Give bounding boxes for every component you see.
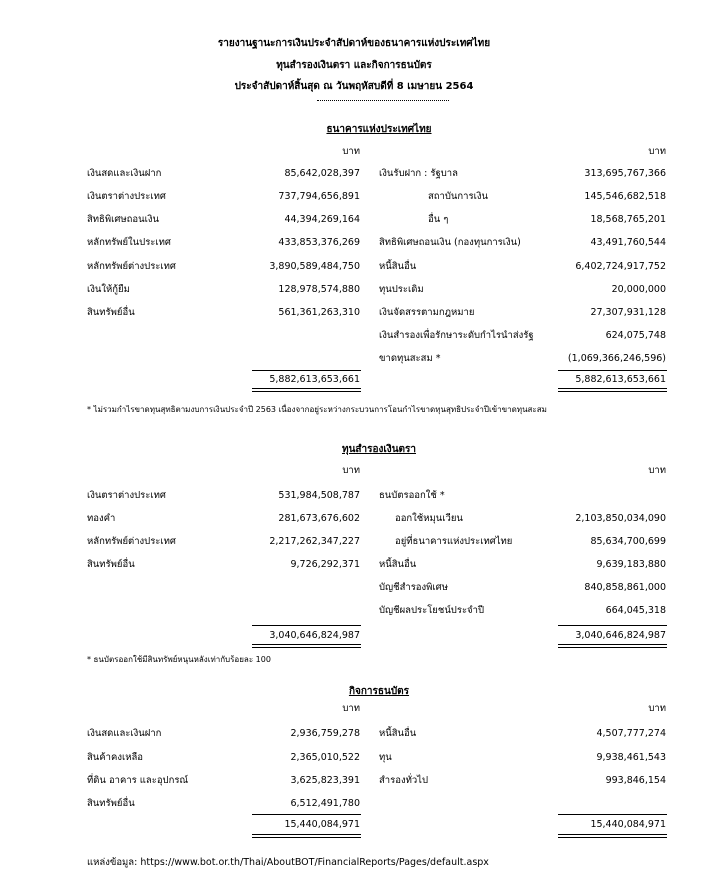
asset-amount: 3,625,823,391 xyxy=(290,775,360,786)
total-liabilities: 3,040,646,824,987 xyxy=(575,630,666,641)
asset-label: เงินตราต่างประเทศ xyxy=(87,490,166,501)
liability-amount: 313,695,767,366 xyxy=(584,168,666,179)
title-divider xyxy=(317,100,449,101)
liability-label: หนี้สินอื่น xyxy=(379,728,417,739)
liability-label: เงินรับฝาก : รัฐบาล xyxy=(379,168,458,179)
asset-amount: 85,642,028,397 xyxy=(284,168,360,179)
total-assets: 15,440,084,971 xyxy=(284,819,360,830)
liability-amount: 2,103,850,034,090 xyxy=(575,513,666,524)
asset-amount: 561,361,263,310 xyxy=(278,307,360,318)
asset-label: สินทรัพย์อื่น xyxy=(87,307,135,318)
asset-amount: 281,673,676,602 xyxy=(278,513,360,524)
unit-label-right: บาท xyxy=(648,465,666,476)
double-rule-left xyxy=(252,834,361,838)
liability-amount: 9,639,183,880 xyxy=(596,559,666,570)
liability-label: ทุนประเดิม xyxy=(379,284,424,295)
liability-label: อื่น ๆ xyxy=(428,214,449,225)
liability-amount: 18,568,765,201 xyxy=(590,214,666,225)
total-rule-right xyxy=(558,625,667,626)
asset-amount: 3,890,589,484,750 xyxy=(269,261,360,272)
asset-label: หลักทรัพย์ต่างประเทศ xyxy=(87,536,176,547)
asset-amount: 531,984,508,787 xyxy=(278,490,360,501)
asset-label: สินทรัพย์อื่น xyxy=(87,559,135,570)
asset-amount: 2,936,759,278 xyxy=(290,728,360,739)
asset-label: หลักทรัพย์ต่างประเทศ xyxy=(87,261,176,272)
liability-label: สิทธิพิเศษถอนเงิน (กองทุนการเงิน) xyxy=(379,237,521,248)
asset-amount: 737,794,656,891 xyxy=(278,191,360,202)
footnote-bot: * ไม่รวมกำไรขาดทุนสุทธิตามงบการเงินประจำปี 2563 เนื่องจากอยู่ระหว่างกระบวนการโอนกำไรขาดทุนสุทธิประจำปีเข้าขาดทุนสะสม xyxy=(87,405,547,414)
asset-label: ทองคำ xyxy=(87,513,116,524)
liability-label: ขาดทุนสะสม * xyxy=(379,353,441,364)
unit-label-right: บาท xyxy=(648,146,666,157)
liability-amount: 6,402,724,917,752 xyxy=(575,261,666,272)
total-rule-left xyxy=(252,814,361,815)
section-title-banknote: กิจการธนบัตร xyxy=(348,686,410,697)
asset-label: ที่ดิน อาคาร และอุปกรณ์ xyxy=(87,775,189,786)
source-link[interactable]: แหล่งข้อมูล: https://www.bot.or.th/Thai/AboutBOT/FinancialReports/Pages/default.aspx xyxy=(87,857,489,868)
liability-label: หนี้สินอื่น xyxy=(379,261,417,272)
liability-label: เงินจัดสรรตามกฎหมาย xyxy=(379,307,475,318)
double-rule-right xyxy=(558,644,667,648)
asset-label: เงินสดและเงินฝาก xyxy=(87,728,162,739)
asset-amount: 128,978,574,880 xyxy=(278,284,360,295)
asset-label: สิทธิพิเศษถอนเงิน xyxy=(87,214,159,225)
liability-label: บัญชีผลประโยชน์ประจำปี xyxy=(379,605,484,616)
asset-amount: 44,394,269,164 xyxy=(284,214,360,225)
liability-amount: 27,307,931,128 xyxy=(590,307,666,318)
liability-amount: 9,938,461,543 xyxy=(596,752,666,763)
liability-amount: 840,858,861,000 xyxy=(584,582,666,593)
unit-label-left: บาท xyxy=(342,465,360,476)
asset-amount: 433,853,376,269 xyxy=(278,237,360,248)
double-rule-right xyxy=(558,388,667,392)
report-period: ประจำสัปดาห์สิ้นสุด ณ วันพฤหัสบดีที่ 8 เมษายน 2564 xyxy=(234,81,474,92)
total-assets: 3,040,646,824,987 xyxy=(269,630,360,641)
liability-label: บัญชีสำรองพิเศษ xyxy=(379,582,448,593)
unit-label-right: บาท xyxy=(648,703,666,714)
total-rule-left xyxy=(252,370,361,371)
liability-label: อยู่ที่ธนาคารแห่งประเทศไทย xyxy=(395,536,513,547)
liability-amount: 4,507,777,274 xyxy=(596,728,666,739)
asset-label: เงินตราต่างประเทศ xyxy=(87,191,166,202)
asset-amount: 9,726,292,371 xyxy=(290,559,360,570)
total-liabilities: 5,882,613,653,661 xyxy=(575,374,666,385)
liability-amount: 145,546,682,518 xyxy=(584,191,666,202)
liability-label: สถาบันการเงิน xyxy=(428,191,488,202)
asset-amount: 2,217,262,347,227 xyxy=(269,536,360,547)
liability-label: หนี้สินอื่น xyxy=(379,559,417,570)
unit-label-left: บาท xyxy=(342,703,360,714)
asset-label: เงินให้กู้ยืม xyxy=(87,284,130,295)
liability-amount: (1,069,366,246,596) xyxy=(567,353,666,364)
liability-amount: 43,491,760,544 xyxy=(590,237,666,248)
unit-label-left: บาท xyxy=(342,146,360,157)
liability-label: สำรองทั่วไป xyxy=(379,775,428,786)
report-subtitle: ทุนสำรองเงินตรา และกิจการธนบัตร xyxy=(276,60,432,71)
total-assets: 5,882,613,653,661 xyxy=(269,374,360,385)
liability-amount: 993,846,154 xyxy=(605,775,666,786)
liability-amount: 624,075,748 xyxy=(605,330,666,341)
section-title-bot: ธนาคารแห่งประเทศไทย xyxy=(326,124,432,135)
liability-amount: 20,000,000 xyxy=(611,284,666,295)
asset-label: สินทรัพย์อื่น xyxy=(87,798,135,809)
asset-amount: 6,512,491,780 xyxy=(290,798,360,809)
total-rule-right xyxy=(558,370,667,371)
section-title-reserve: ทุนสำรองเงินตรา xyxy=(341,444,417,455)
asset-label: สินค้าคงเหลือ xyxy=(87,752,144,763)
asset-label: เงินสดและเงินฝาก xyxy=(87,168,162,179)
double-rule-left xyxy=(252,644,361,648)
liability-label: ธนบัตรออกใช้ * xyxy=(379,490,445,501)
footnote-reserve: * ธนบัตรออกใช้มีสินทรัพย์หนุนหลังเท่ากับร้อยละ 100 xyxy=(87,655,271,664)
double-rule-left xyxy=(252,388,361,392)
liability-amount: 664,045,318 xyxy=(605,605,666,616)
asset-label: หลักทรัพย์ในประเทศ xyxy=(87,237,171,248)
liability-label: ทุน xyxy=(379,752,392,763)
double-rule-right xyxy=(558,834,667,838)
report-title: รายงานฐานะการเงินประจำสัปดาห์ของธนาคารแห่งประเทศไทย xyxy=(217,38,491,49)
total-rule-left xyxy=(252,625,361,626)
liability-label: เงินสำรองเพื่อรักษาระดับกำไรนำส่งรัฐ xyxy=(379,330,534,341)
liability-amount: 85,634,700,699 xyxy=(590,536,666,547)
total-rule-right xyxy=(558,814,667,815)
total-liabilities: 15,440,084,971 xyxy=(590,819,666,830)
asset-amount: 2,365,010,522 xyxy=(290,752,360,763)
liability-label: ออกใช้หมุนเวียน xyxy=(395,513,463,524)
